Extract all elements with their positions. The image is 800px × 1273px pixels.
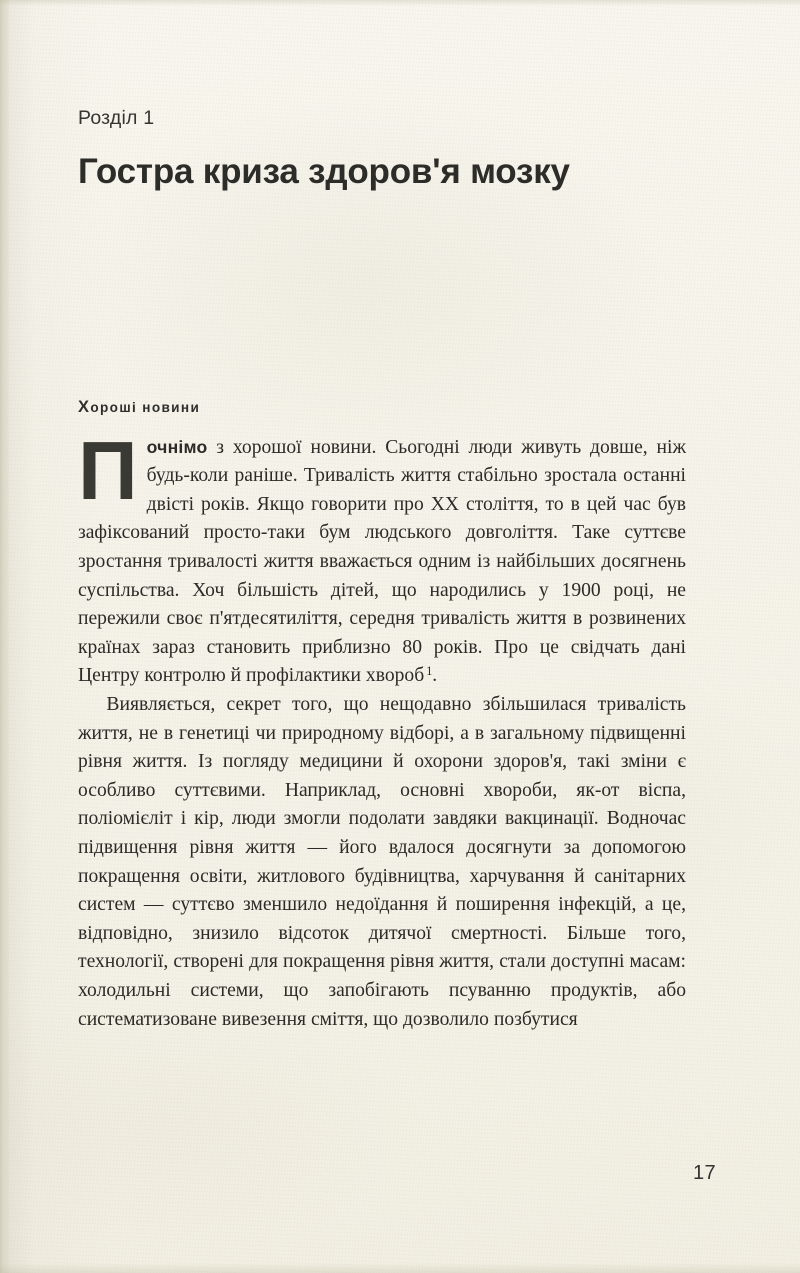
page-bottom-edge-shadow <box>0 1263 800 1273</box>
paragraph-2: Виявляється, секрет того, що нещодавно збільшилася тривалість життя, не в генетиці чи природному відборі, а в загальному підвищенні рівня життя. Із погляду медицини й охорони здоров'я, такі зміни є особливо суттєвими. Наприклад, основні хвороби, як-от віспа, поліомієліт і кір, люди змогли подолати завдяки вакцинації. Водночас підвищення рівня життя — його вдалося досягнути за допомогою покращення освіти, житлового будівництва, харчування й санітарних систем — суттєво зменшило недоїдання й поширення інфекцій, а це, відповідно, знизило відсоток дитячої смертності. Більше того, технології, створені для покращення рівня життя, стали доступні масам: холодильні системи, що запобігають псуванню продуктів, або систематизоване вивезення сміття, що дозволило позбутися <box>78 693 686 1030</box>
chapter-label: Розділ 1 <box>78 107 155 129</box>
section-heading-initial: Х <box>78 397 91 416</box>
paragraph-1 <box>78 423 686 691</box>
page-left-edge-shadow <box>0 0 9 1273</box>
page-number: 17 <box>692 1162 716 1184</box>
page-content <box>78 0 686 1034</box>
body-text <box>78 423 686 1034</box>
chapter-title: Гостра криза здоров'я мозку <box>78 152 570 192</box>
footnote-marker: 1 <box>426 663 433 678</box>
section-heading-rest: ороші новини <box>90 399 201 415</box>
paragraph-1-lead-bold: очнімо <box>146 436 208 457</box>
section-heading <box>78 398 686 417</box>
paragraph-1-text: з хорошої новини. Сьогодні люди живуть довше, ніж будь-коли раніше. Тривалість життя стабільно зростала останні двісті років. Якщо говорити про ХХ століття, то в цей час був зафіксований просто-таки бум людського довголіття. Таке суттєве зростання тривалості життя вважається одним із найбільших досягнень суспільства. Хоч більшість дітей, що народились у 1900 році, не пережили своє п'ятдесятиліття, середня тривалість життя в розвинених країнах зараз становить приблизно 80 років. Про це свідчать дані Центру контролю й профілактики хвороб <box>78 436 686 687</box>
drop-cap: П <box>78 423 138 517</box>
paragraph-1-text-tail: . <box>432 665 438 687</box>
